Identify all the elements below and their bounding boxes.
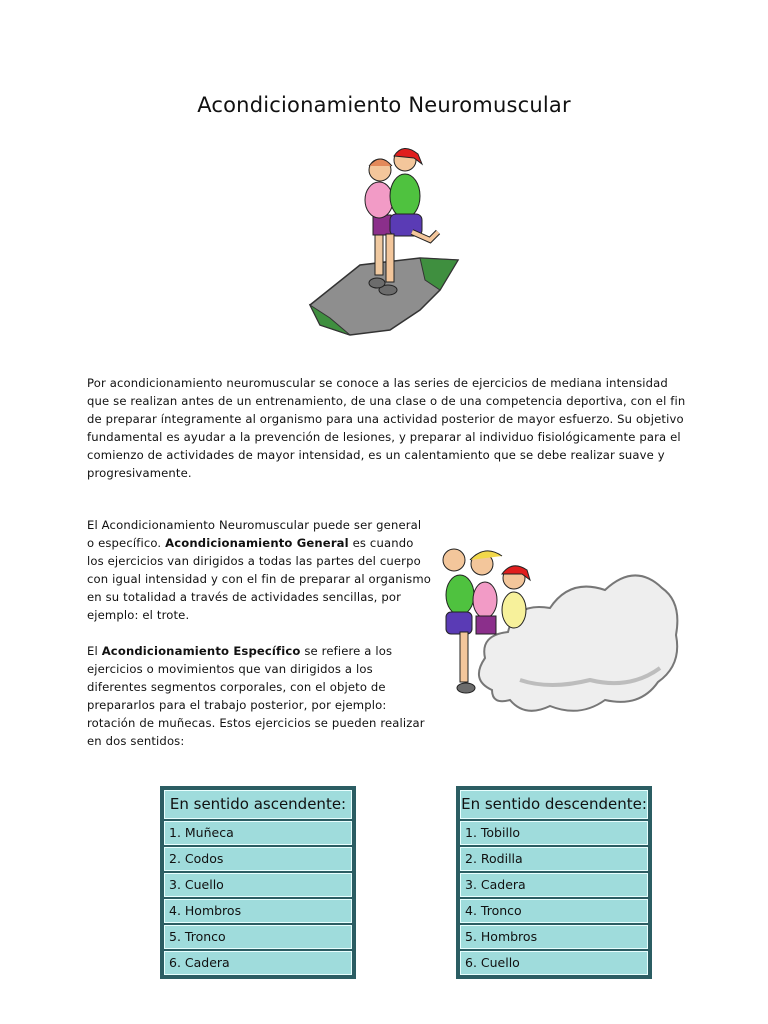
- table-row: 5. Tronco: [164, 925, 352, 949]
- table-row: 4. Tronco: [460, 899, 648, 923]
- intro-paragraph: Por acondicionamiento neuromuscular se conoce a las series de ejercicios de mediana intensidad que se realizan antes de un entrenamiento, de una clase o de una competencia deportiva, con el fin de preparar íntegramente al organismo para una actividad posterior de mayor esfuerzo. Su objetivo fundamental es ayudar a la prevención de lesiones, y preparar al individuo fisiológicamente para el comienzo de actividades de mayor intensidad, es un calentamiento que se debe realizar suave y progresivamente.: [87, 376, 686, 480]
- table-row: 6. Cuello: [460, 951, 648, 975]
- ascending-table: [160, 786, 356, 979]
- descending-table: [456, 786, 652, 979]
- ascending-table-header: En sentido ascendente:: [164, 790, 352, 819]
- specific-paragraph: [87, 642, 432, 750]
- table-row: 1. Muñeca: [164, 821, 352, 845]
- general-text-end: es cuando los ejercicios van dirigidos a todas las partes del cuerpo con igual intensidad y con el fin de preparar al organismo en su totalidad a través de actividades sencillas, por ejemplo: el trote.: [87, 536, 432, 622]
- table-row: 5. Hombros: [460, 925, 648, 949]
- table-row: 2. Codos: [164, 847, 352, 871]
- table-row: 4. Hombros: [164, 899, 352, 923]
- specific-text-end: se refiere a los ejercicios o movimientos que van dirigidos a los diferentes segmentos corporales, con el objeto de prepararlos para el trabajo posterior, por ejemplo: rotación de muñecas. Estos ejercicios se pueden realizar en dos sentidos:: [87, 644, 425, 748]
- table-row: 6. Cadera: [164, 951, 352, 975]
- specific-text-start: El: [87, 644, 102, 658]
- table-row: 3. Cadera: [460, 873, 648, 897]
- page-title: Acondicionamiento Neuromuscular: [197, 93, 571, 117]
- general-text-start: El Acondicionamiento Neuromuscular puede ser general o específico.: [87, 518, 422, 550]
- descending-table-header: En sentido descendente:: [460, 790, 648, 819]
- kids-running-on-cloud-illustration: [430, 540, 680, 720]
- table-row: 2. Rodilla: [460, 847, 648, 871]
- running-kids-illustration: [300, 140, 465, 340]
- general-paragraph: [87, 516, 432, 624]
- table-row: 3. Cuello: [164, 873, 352, 897]
- table-row: 1. Tobillo: [460, 821, 648, 845]
- specific-term: Acondicionamiento Específico: [101, 644, 301, 658]
- general-term: Acondicionamiento General: [165, 536, 349, 550]
